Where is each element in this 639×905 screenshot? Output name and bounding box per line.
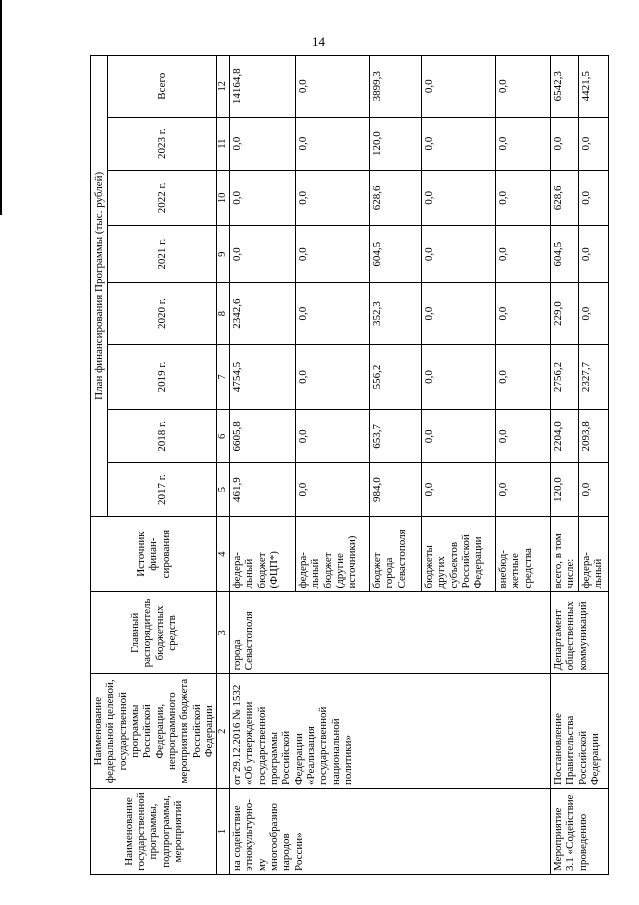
year-value-cell: 352,3 bbox=[370, 283, 422, 344]
year-value-cell: 604,5 bbox=[551, 226, 579, 283]
budget-table-wrapper bbox=[90, 55, 605, 875]
funding-source-cell: федера- льный бюджет (ФЦП*) bbox=[230, 516, 296, 592]
header-budget-manager: Главный распорядитель бюджетных средств bbox=[91, 592, 217, 674]
funding-source-cell: федера- льный бюджет (другие источники) bbox=[296, 516, 370, 592]
year-value-cell: 628,6 bbox=[551, 170, 579, 225]
year-value-cell: 0,0 bbox=[551, 117, 579, 170]
column-number: 3 bbox=[217, 592, 230, 674]
header-federal-program: Наименование федеральной целевой, государственной программы Российской Федерации, непрограммного мероприятия бюджета Российской Федерации bbox=[91, 674, 217, 789]
budget-manager-cell: Департамент общественных коммуникаций bbox=[551, 592, 609, 674]
column-numbers-row bbox=[217, 56, 230, 875]
year-value-cell: 653,7 bbox=[370, 410, 422, 463]
header-program-name: Наименование государственной программы, подпрограммы, мероприятий bbox=[91, 789, 217, 875]
year-value-cell: 0,0 bbox=[496, 283, 551, 344]
table-body bbox=[91, 56, 609, 875]
column-number: 9 bbox=[217, 226, 230, 283]
year-value-cell: 0,0 bbox=[296, 117, 370, 170]
year-value-cell: 0,0 bbox=[296, 344, 370, 410]
column-number: 6 bbox=[217, 410, 230, 463]
year-value-cell: 0,0 bbox=[422, 283, 496, 344]
year-value-cell: 0,0 bbox=[496, 463, 551, 516]
funding-source-cell: федера- льный bbox=[579, 516, 609, 592]
year-value-cell: 0,0 bbox=[579, 117, 609, 170]
header-year: 2018 г. bbox=[108, 410, 217, 463]
header-year: 2023 г. bbox=[108, 117, 217, 170]
data-row bbox=[230, 56, 296, 875]
header-funding-source: Источник финан-сирования bbox=[91, 516, 217, 592]
year-value-cell: 604,5 bbox=[370, 226, 422, 283]
column-number: 10 bbox=[217, 170, 230, 225]
year-value-cell: 0,0 bbox=[422, 410, 496, 463]
year-value-cell: 2342,6 bbox=[230, 283, 296, 344]
data-row bbox=[551, 56, 579, 875]
year-value-cell: 6605,8 bbox=[230, 410, 296, 463]
header-year: 2022 г. bbox=[108, 170, 217, 225]
year-value-cell: 628,6 bbox=[370, 170, 422, 225]
rotated-table-area bbox=[90, 55, 605, 875]
column-number: 5 bbox=[217, 463, 230, 516]
year-value-cell: 0,0 bbox=[496, 344, 551, 410]
year-value-cell: 2093,8 bbox=[579, 410, 609, 463]
program-name-cell: Мероприятие 3.1 «Содействие проведению bbox=[551, 789, 609, 875]
year-value-cell: 0,0 bbox=[422, 117, 496, 170]
year-value-cell: 0,0 bbox=[579, 226, 609, 283]
total-value-cell: 3899,3 bbox=[370, 56, 422, 118]
year-value-cell: 0,0 bbox=[296, 410, 370, 463]
year-value-cell: 0,0 bbox=[496, 117, 551, 170]
header-year: 2017 г. bbox=[108, 463, 217, 516]
program-name-cell: на содействие этнокультурно-му многообразию народов России» bbox=[230, 789, 551, 875]
column-number: 1 bbox=[217, 789, 230, 875]
column-number: 11 bbox=[217, 117, 230, 170]
page-number: 14 bbox=[312, 34, 325, 49]
funding-source-cell: бюджет города Севастополя bbox=[370, 516, 422, 592]
budget-table bbox=[90, 55, 609, 875]
year-value-cell: 2756,2 bbox=[551, 344, 579, 410]
total-value-cell: 14164,8 bbox=[230, 56, 296, 118]
year-value-cell: 0,0 bbox=[296, 170, 370, 225]
budget-manager-cell: города Севастополя bbox=[230, 592, 551, 674]
header-year: 2019 г. bbox=[108, 344, 217, 410]
year-value-cell: 0,0 bbox=[422, 463, 496, 516]
year-value-cell: 0,0 bbox=[579, 463, 609, 516]
column-number: 12 bbox=[217, 56, 230, 118]
year-value-cell: 0,0 bbox=[496, 170, 551, 225]
total-value-cell: 4421,5 bbox=[579, 56, 609, 118]
year-value-cell: 0,0 bbox=[496, 410, 551, 463]
year-value-cell: 0,0 bbox=[422, 344, 496, 410]
year-value-cell: 0,0 bbox=[230, 117, 296, 170]
year-value-cell: 0,0 bbox=[296, 283, 370, 344]
year-value-cell: 984,0 bbox=[370, 463, 422, 516]
federal-program-cell: Постановление Правительства Российской Федерации bbox=[551, 674, 609, 789]
header-year: 2020 г. bbox=[108, 283, 217, 344]
funding-source-cell: бюджеты других субъектов Российской Федерации bbox=[422, 516, 496, 592]
header-plan: План финансирования Программы (тыс. рублей) bbox=[91, 56, 108, 517]
year-value-cell: 4754,5 bbox=[230, 344, 296, 410]
year-value-cell: 0,0 bbox=[230, 226, 296, 283]
total-value-cell: 0,0 bbox=[296, 56, 370, 118]
year-value-cell: 0,0 bbox=[496, 226, 551, 283]
header-row bbox=[91, 56, 108, 875]
year-value-cell: 0,0 bbox=[422, 226, 496, 283]
header-year: 2021 г. bbox=[108, 226, 217, 283]
year-value-cell: 556,2 bbox=[370, 344, 422, 410]
column-number: 8 bbox=[217, 283, 230, 344]
year-value-cell: 120,0 bbox=[551, 463, 579, 516]
scan-edge-line bbox=[0, 0, 2, 215]
year-value-cell: 120,0 bbox=[370, 117, 422, 170]
funding-source-cell: всего, в том числе: bbox=[551, 516, 579, 592]
total-value-cell: 6542,3 bbox=[551, 56, 579, 118]
year-value-cell: 0,0 bbox=[296, 226, 370, 283]
total-value-cell: 0,0 bbox=[496, 56, 551, 118]
year-value-cell: 0,0 bbox=[579, 170, 609, 225]
year-value-cell: 2204,0 bbox=[551, 410, 579, 463]
federal-program-cell: от 29.12.2016 № 1532 «Об утверждении государственной программы Российской Федерации «Реализация государственной национальной политики» bbox=[230, 674, 551, 789]
year-value-cell: 0,0 bbox=[579, 283, 609, 344]
year-value-cell: 0,0 bbox=[422, 170, 496, 225]
column-number: 2 bbox=[217, 674, 230, 789]
year-value-cell: 0,0 bbox=[296, 463, 370, 516]
year-value-cell: 229,0 bbox=[551, 283, 579, 344]
header-total: Всего bbox=[108, 56, 217, 118]
column-number: 4 bbox=[217, 516, 230, 592]
column-number: 7 bbox=[217, 344, 230, 410]
year-value-cell: 0,0 bbox=[230, 170, 296, 225]
funding-source-cell: внебюд- жетные средства bbox=[496, 516, 551, 592]
year-value-cell: 2327,7 bbox=[579, 344, 609, 410]
total-value-cell: 0,0 bbox=[422, 56, 496, 118]
year-value-cell: 461,9 bbox=[230, 463, 296, 516]
